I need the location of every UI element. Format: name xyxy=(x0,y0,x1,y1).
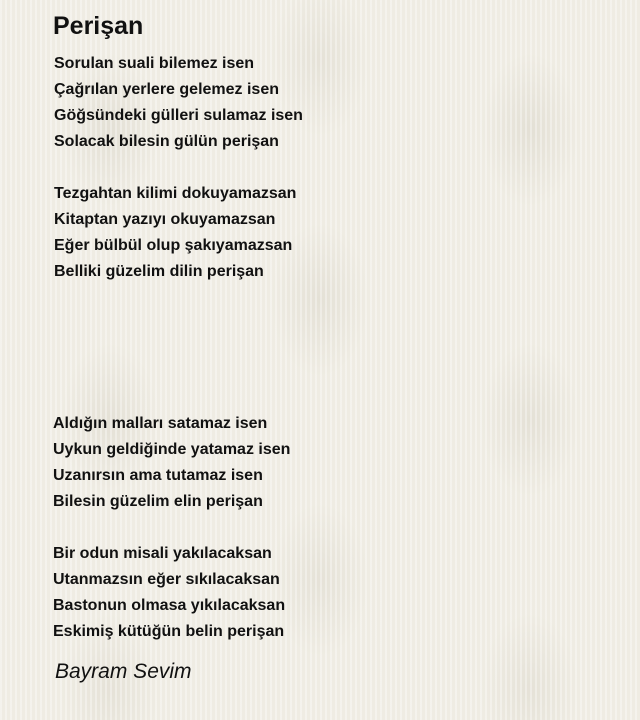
stanza xyxy=(53,411,290,515)
poem-line: Uykun geldiğinde yatamaz isen xyxy=(53,441,291,458)
poem-line: Sorulan suali bilemez isen xyxy=(54,55,255,72)
poem-line: Göğsündeki gülleri sulamaz isen xyxy=(54,107,303,124)
poem-line: Aldığın malları satamaz isen xyxy=(53,415,268,432)
stanza xyxy=(54,51,303,155)
poem-line: Utanmazsın eğer sıkılacaksan xyxy=(53,571,280,588)
stanza xyxy=(54,181,296,285)
poem-line: Eğer bülbül olup şakıyamazsan xyxy=(54,237,293,254)
poem-line: Eskimiş kütüğün belin perişan xyxy=(53,623,285,640)
stanza xyxy=(53,541,285,645)
poem-author: Bayram Sevim xyxy=(55,660,192,683)
poem-title: Perişan xyxy=(53,12,144,40)
poem-line: Tezgahtan kilimi dokuyamazsan xyxy=(54,185,297,202)
poem-line: Bir odun misali yakılacaksan xyxy=(53,545,272,562)
poem-line: Çağrılan yerlere gelemez isen xyxy=(54,81,279,98)
poem-line: Belliki güzelim dilin perişan xyxy=(54,263,264,280)
poem-line: Kitaptan yazıyı okuyamazsan xyxy=(54,211,276,228)
poem-line: Bilesin güzelim elin perişan xyxy=(53,493,263,510)
poem-line: Solacak bilesin gülün perişan xyxy=(54,133,279,150)
poem-line: Bastonun olmasa yıkılacaksan xyxy=(53,597,286,614)
poem-line: Uzanırsın ama tutamaz isen xyxy=(53,467,263,484)
